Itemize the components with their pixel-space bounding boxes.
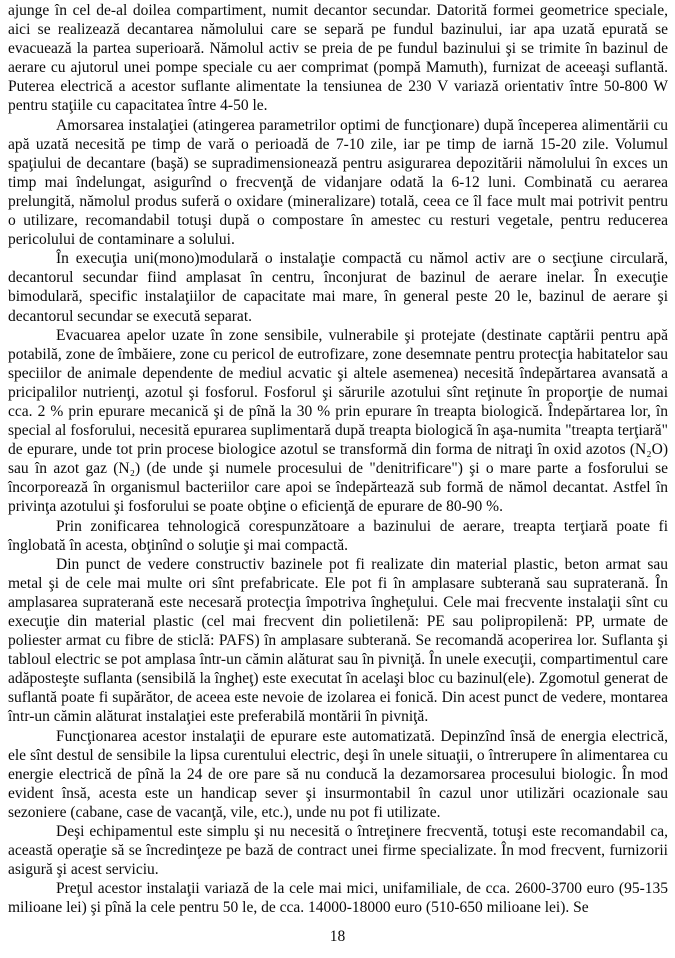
paragraph-9: Preţul acestor instalaţii variază de la cele mai mici, unifamiliale, de cca. 2600-3700 euro (95-135 milioane lei) şi pînă la cele pentru 50 le, de cca. 14000-18000 euro (510-650 milioane lei). Se xyxy=(8,880,668,917)
paragraph-7: Funcţionarea acestor instalaţii de epurare este automatizată. Depinzînd însă de energia electrică, ele sînt destul de sensibile la lipsa curentului electric, deşi în unele situaţii, o întrerupere în alimentarea cu energie electrică de pînă la 24 de ore pare să nu conducă la dezamorsarea procesului biologic. În mod evident însă, acesta este un handicap sever şi insurmontabil în cazul unor utilizări ocazionale sau sezoniere (cabane, case de vacanţă, vile, etc.), unde nu pot fi utilizate. xyxy=(8,727,668,821)
page-footer xyxy=(0,924,675,958)
paragraph-8: Deşi echipamentul este simplu şi nu necesită o întreţinere frecventă, totuşi este recomandabil ca, această operaţie să se încredinţeze pe bază de contract unei firme specializate. În mod frecvent, furnizorii asigură şi acest serviciu. xyxy=(8,823,668,879)
paragraph-3: În execuţia uni(mono)modulară o instalaţie compactă cu nămol activ are o secţiune circulară, decantorul secundar fiind amplasat în centru, înconjurat de bazinul de aerare inelar. În execuţie bimodulară, specific instalaţiilor de capacitate mai mare, în general peste 20 le, bazinul de aerare şi decantorul secundar se execută separat. xyxy=(8,250,668,325)
paragraph-1: ajunge în cel de-al doilea compartiment, numit decantor secundar. Datorită formei geometrice speciale, aici se realizează decantarea nămolului care se separă pe fundul bazinului, iar apa uzată epurată se evacuează la partea superioară. Nămolul activ se preia de pe fundul bazinului şi se trimite în bazinul de aerare cu ajutorul unei pompe speciale cu aer comprimat (pompă Mamuth), furnizat de aceeaşi suflantă. Puterea electrică a acestor suflante alimentate la tensiunea de 230 V variază orientativ între 50-800 W pentru staţiile cu capacitatea între 4-50 le. xyxy=(8,2,668,115)
paragraph-2: Amorsarea instalaţiei (atingerea parametrilor optimi de funcţionare) după începerea alimentării cu apă uzată necesită pe timp de vară o perioadă de 7-10 zile, iar pe timp de iarnă 15-20 zile. Volumul spaţiului de decantare (başă) se supradimensionează pentru asigurarea depozitării nămolului în exces un timp mai îndelungat, asigurînd o frecvenţă de vidanjare odată la 6-12 luni. Combinată cu aerarea prelungită, nămolul produs suferă o oxidare (mineralizare) totală, ceea ce îl face mult mai potrivit pentru o utilizare, recomandabil totuşi după o compostare în amestec cu resturi vegetale, pentru reducerea pericolului de contaminare a solului. xyxy=(8,116,668,249)
page-number: 18 xyxy=(329,928,346,945)
paragraph-4: Evacuarea apelor uzate în zone sensibile, vulnerabile şi protejate (destinate captării pentru apă potabilă, zone de îmbăiere, zone cu pericol de eutrofizare, zone desemnate pentru protecţia habitatelor sau speciilor de animale dependente de mediul acvatic şi altele asemenea) necesită îndepărtarea avansată a pricipalilor nutrienţi, azotul şi fosforul. Fosforul şi sărurile azotului sînt reţinute în proporţie de numai cca. 2 % prin epurare mecanică şi de pînă la 30 % prin epurare în treapta biologică. Îndepărtarea lor, în special al fosforului, necesită epurarea suplimentară după treapta biologică în aşa-numita "treapta terţiară" de epurare, unde tot prin procese biologice azotul se transformă din forma de nitraţi în oxid azotos (N₂O) sau în azot gaz (N₂) (de unde şi numele procesului de "denitrificare") şi o mare parte a fosforului se încorporează în organismul bacteriilor care apoi se îndepărtează sub formă de nămol decantat. Astfel în privinţa azotului şi fosforului se poate obţine o eficienţă de epurare de 80-90 %. xyxy=(8,326,668,516)
paragraph-6: Din punct de vedere constructiv bazinele pot fi realizate din material plastic, beton armat sau metal şi de cele mai multe ori sînt prefabricate. Ele pot fi în amplasare subterană sau supraterană. În amplasarea supraterană este necesară protecţia împotriva îngheţului. Cele mai frecvente instalaţii sînt cu execuţie din material plastic (cel mai frecvent din polietilenă: PE sau polipropilenă: PP, urmate de poliester armat cu fibre de sticlă: PAFS) în amplasare subterană. Se recomandă acoperirea lor. Suflanta şi tabloul electric se pot amplasa într-un cămin alăturat sau în pivniţă. În unele execuţii, compartimentul care adăposteşte suflanta (sensibilă la îngheţ) este executat în acelaşi bloc cu bazinul(ele). Zgomotul generat de suflantă poate fi supărător, de aceea este nevoie de izolarea ei fonică. Din acest punct de vedere, montarea într-un cămin alăturat instalaţiei este preferabilă montării în pivniţă. xyxy=(8,555,668,726)
paragraph-5: Prin zonificarea tehnologică corespunzătoare a bazinului de aerare, treapta terţiară poate fi înglobată în acesta, obţinînd o soluţie şi mai compactă. xyxy=(8,517,668,554)
